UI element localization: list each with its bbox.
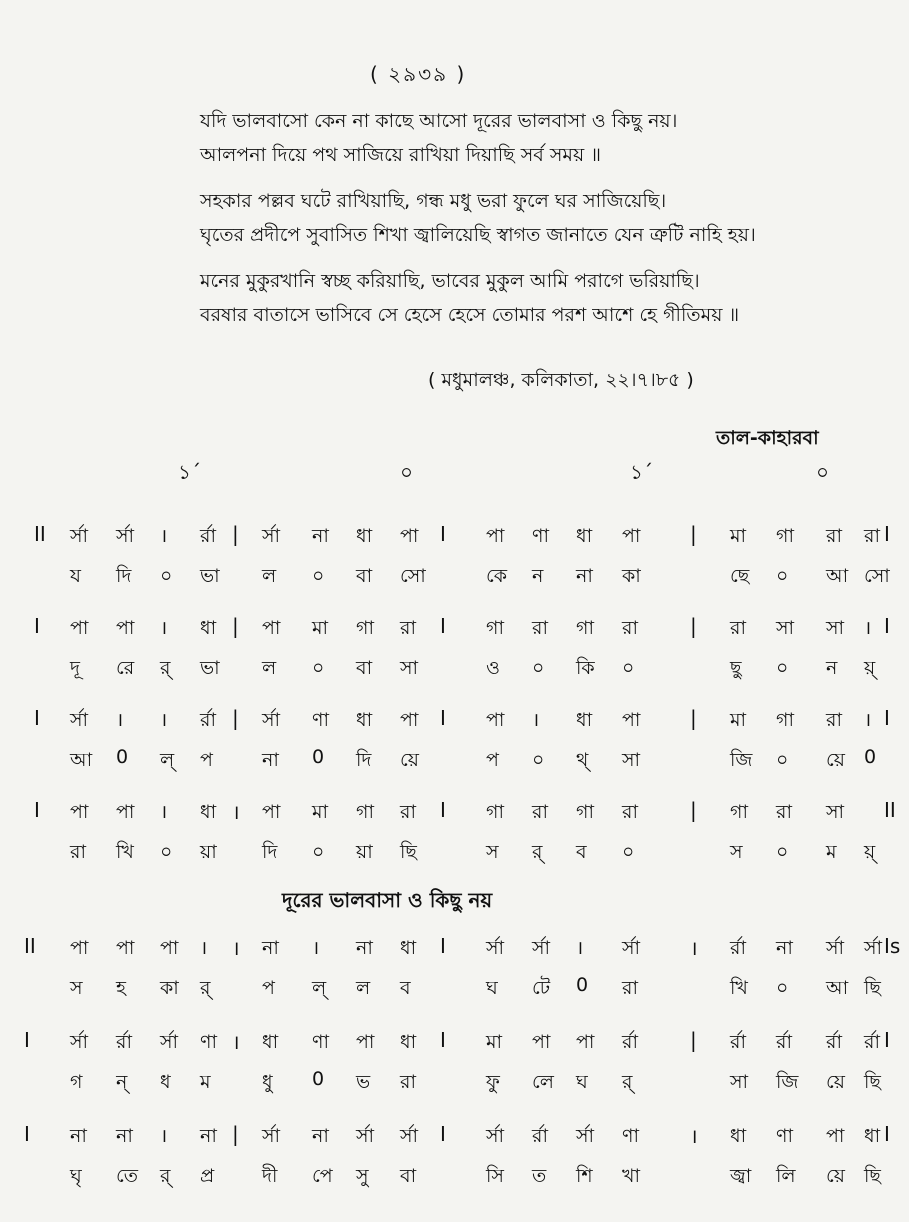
lyric-syllable: সো [864, 565, 890, 587]
swara-note: র্রা [622, 1031, 638, 1053]
swara-note: র্রা [776, 1031, 792, 1053]
swara-note: র্সা [262, 709, 281, 731]
swara-note: । [160, 801, 168, 823]
lyric-syllable: ভা [200, 657, 220, 679]
lyric-syllable: ব [576, 841, 587, 863]
beat-divider: । [690, 936, 698, 960]
lyric-syllable: বা [356, 657, 373, 679]
lyric-syllable: জ্বা [730, 1165, 752, 1187]
swara-note: র্সা [486, 937, 505, 959]
lyric-syllable: ০ [312, 657, 325, 679]
swara-note: পা [400, 525, 419, 547]
swara-note: সা [826, 801, 845, 823]
lyric-syllable: দী [262, 1165, 278, 1187]
lyric-syllable: ল্ [312, 977, 327, 999]
lyric-syllable: ০ [160, 841, 173, 863]
lyric-syllable: 0 [576, 974, 589, 996]
lyric-syllable: সা [730, 1071, 749, 1093]
swara-note: ণা [776, 1125, 793, 1147]
source-citation: ( মধুমালঞ্চ, কলিকাতা, ২২।৭।৮৫ ) [428, 369, 694, 391]
swara-note: গা [356, 617, 374, 639]
lyric-syllable: ০ [776, 657, 789, 679]
swara-note: পা [70, 617, 89, 639]
lyric-syllable: হ [116, 977, 126, 999]
start-barline: II [24, 934, 36, 958]
lyric-syllable: লে [532, 1071, 554, 1093]
lyrics-line: ঘৃতের প্রদীপে সুবাসিত শিখা জ্বালিয়েছি স্বাগত জানাতে যেন ত্রুটি নাহি হয়। [200, 224, 756, 246]
lyric-syllable: ছি [400, 841, 417, 863]
swara-note: র্সা [826, 937, 845, 959]
swara-note: । [532, 709, 540, 731]
lyric-syllable: ল [262, 657, 277, 679]
swara-note: রা [864, 525, 880, 547]
lyric-syllable: র্ [160, 657, 171, 679]
end-barline: II [884, 798, 896, 822]
lyric-syllable: ল [262, 565, 277, 587]
lyric-syllable: দি [356, 749, 372, 771]
swara-note: না [200, 1125, 217, 1147]
swara-note: পা [116, 937, 135, 959]
lyric-syllable: রা [400, 1071, 416, 1093]
end-barline: Is [884, 934, 901, 958]
swara-note: র্রা [116, 1031, 132, 1053]
swara-note: । [160, 1125, 168, 1147]
notation-row [0, 798, 909, 878]
beat-divider: | [232, 522, 239, 546]
lyric-syllable: স [486, 841, 499, 863]
lyric-syllable: ফু [486, 1071, 500, 1093]
end-barline: I [884, 1122, 890, 1146]
swara-note: র্সা [356, 1125, 375, 1147]
swara-note: গা [486, 617, 504, 639]
swara-note: র্সা [486, 1125, 505, 1147]
swara-note: পা [486, 525, 505, 547]
beat-mark: ০ [816, 460, 830, 484]
lyric-syllable: সা [622, 749, 641, 771]
lyric-syllable: রা [70, 841, 86, 863]
beat-divider: I [440, 1122, 446, 1146]
lyric-syllable: ঘ [486, 977, 498, 999]
swara-note: না [116, 1125, 133, 1147]
start-barline: I [34, 614, 40, 638]
swara-note: রা [622, 617, 638, 639]
start-barline: I [24, 1122, 30, 1146]
lyric-syllable: য়া [356, 841, 373, 863]
swara-note: । [576, 937, 584, 959]
lyric-syllable: র্ [200, 977, 211, 999]
lyric-syllable: লি [776, 1165, 796, 1187]
swara-note: । [864, 617, 872, 639]
swara-note: রা [622, 801, 638, 823]
refrain-heading: দূরের ভালবাসা ও কিছু নয় [282, 888, 493, 912]
lyric-syllable: ল্ [160, 749, 175, 771]
lyric-syllable: দূ [70, 657, 80, 679]
swara-note: রা [400, 617, 416, 639]
lyric-syllable: দি [262, 841, 278, 863]
lyric-syllable: কা [160, 977, 179, 999]
lyric-syllable: ০ [776, 841, 789, 863]
swara-note: না [776, 937, 793, 959]
lyrics-stanza [200, 104, 880, 172]
lyric-syllable: ন [532, 565, 544, 587]
swara-note: র্সা [262, 1125, 281, 1147]
lyric-syllable: 0 [312, 746, 325, 768]
lyric-syllable: ঘৃ [70, 1165, 82, 1187]
swara-note: গা [776, 525, 794, 547]
swara-note: । [160, 709, 168, 731]
lyric-syllable: ০ [776, 749, 789, 771]
swara-note: পা [356, 1031, 375, 1053]
end-barline: I [884, 522, 890, 546]
lyric-syllable: গ [70, 1071, 83, 1093]
swara-note: রা [532, 617, 548, 639]
swara-note: না [356, 937, 373, 959]
swara-note: ধা [576, 525, 593, 547]
swara-note: ধা [576, 709, 593, 731]
swara-note: রা [826, 525, 842, 547]
swara-note: পা [486, 709, 505, 731]
beat-mark: ০ [400, 460, 414, 484]
lyric-syllable: প্র [200, 1165, 215, 1187]
lyric-syllable: আ [826, 565, 849, 587]
swara-note: পা [532, 1031, 551, 1053]
lyric-syllable: ম [826, 841, 837, 863]
swara-note: না [70, 1125, 87, 1147]
swara-note: সা [826, 617, 845, 639]
lyric-syllable: র্ [622, 1071, 633, 1093]
lyric-syllable: য়া [200, 841, 217, 863]
lyric-syllable: কি [576, 657, 595, 679]
swara-note: র্রা [826, 1031, 842, 1053]
lyric-syllable: ০ [776, 977, 789, 999]
beat-divider: | [232, 1122, 239, 1146]
lyric-syllable: 0 [312, 1068, 325, 1090]
swara-note: । [864, 709, 872, 731]
swara-note: র্সা [70, 525, 89, 547]
lyric-syllable: ন্ [116, 1071, 128, 1093]
swara-note: পা [622, 525, 641, 547]
beat-divider: I [440, 1028, 446, 1052]
beat-divider: | [690, 614, 697, 638]
lyric-syllable: র্ [532, 841, 543, 863]
swara-note: রা [730, 617, 746, 639]
swara-note: র্রা [730, 1031, 746, 1053]
swara-note: রা [400, 801, 416, 823]
song-number: ( ২৯৩৯ ) [370, 62, 467, 86]
swara-note: গা [486, 801, 504, 823]
swara-note: । [160, 617, 168, 639]
swara-note: র্সা [70, 1031, 89, 1053]
swara-note: ণা [200, 1031, 217, 1053]
lyric-syllable: ম [200, 1071, 211, 1093]
swara-note: । [160, 525, 168, 547]
swara-note: ণা [312, 1031, 329, 1053]
end-barline: I [884, 706, 890, 730]
swara-note: রা [776, 801, 792, 823]
swara-note: ধা [356, 525, 373, 547]
swara-note: মা [312, 617, 329, 639]
lyric-syllable: রে [116, 657, 135, 679]
swara-note: পা [576, 1031, 595, 1053]
lyric-syllable: শি [576, 1165, 593, 1187]
swara-note: র্সা [160, 1031, 179, 1053]
beat-divider: | [690, 1028, 697, 1052]
swara-note: ধা [864, 1125, 881, 1147]
swara-note: । [200, 937, 208, 959]
lyric-syllable: তে [116, 1165, 138, 1187]
lyric-syllable: য়ে [826, 749, 845, 771]
swara-note: মা [730, 709, 747, 731]
lyric-syllable: ল [356, 977, 371, 999]
swara-note: র্সা [532, 937, 551, 959]
lyric-syllable: খি [116, 841, 134, 863]
swara-note: ণা [532, 525, 549, 547]
swara-note: মা [486, 1031, 503, 1053]
swara-note: পা [826, 1125, 845, 1147]
lyric-syllable: ভা [200, 565, 220, 587]
lyrics-line: সহকার পল্লব ঘটে রাখিয়াছি, গন্ধ মধু ভরা ফুলে ঘর সাজিয়েছি। [200, 190, 667, 212]
notation-row [0, 934, 909, 1014]
lyric-syllable: ০ [622, 841, 635, 863]
swara-note: রা [532, 801, 548, 823]
beat-mark: ১´ [178, 460, 201, 484]
lyric-syllable: ছি [864, 1071, 881, 1093]
swara-note: র্রা [730, 937, 746, 959]
swara-note: পা [262, 617, 281, 639]
lyric-syllable: বা [400, 1165, 417, 1187]
swara-note: র্সা [400, 1125, 419, 1147]
notation-row [0, 1028, 909, 1108]
swara-note: গা [576, 617, 594, 639]
lyric-syllable: য়ে [826, 1071, 845, 1093]
start-barline: II [34, 522, 46, 546]
lyric-syllable: য [70, 565, 81, 587]
notation-row [0, 706, 909, 786]
end-barline: I [884, 1028, 890, 1052]
swara-note: না [262, 937, 279, 959]
swara-note: গা [776, 709, 794, 731]
lyric-syllable: ০ [312, 841, 325, 863]
lyric-syllable: বা [356, 565, 373, 587]
swara-note: পা [70, 937, 89, 959]
swara-note: ধা [400, 1031, 417, 1053]
lyric-syllable: ০ [776, 565, 789, 587]
swara-note: র্রা [532, 1125, 548, 1147]
swara-note: ণা [622, 1125, 639, 1147]
beat-mark: ১´ [630, 460, 653, 484]
beat-divider: | [690, 522, 697, 546]
lyric-syllable: ০ [532, 749, 545, 771]
swara-note: রা [826, 709, 842, 731]
swara-note: র্সা [70, 709, 89, 731]
notation-row [0, 522, 909, 602]
lyric-syllable: আ [70, 749, 93, 771]
swara-note: মা [730, 525, 747, 547]
lyric-syllable: খি [730, 977, 748, 999]
beat-divider: I [440, 934, 446, 958]
beat-divider: | [690, 798, 697, 822]
swara-note: র্সা [622, 937, 641, 959]
swara-note: না [312, 525, 329, 547]
lyric-syllable: য়্ [864, 841, 876, 863]
swara-note: গা [730, 801, 748, 823]
start-barline: I [34, 798, 40, 822]
tala-label: তাল-কাহারবা [716, 427, 819, 449]
end-barline: I [884, 614, 890, 638]
lyric-syllable: না [262, 749, 279, 771]
swara-note: । [116, 709, 124, 731]
beat-marks [0, 458, 909, 488]
lyric-syllable: ধু [262, 1071, 273, 1093]
swara-note: পা [400, 709, 419, 731]
lyrics-line: বরষার বাতাসে ভাসিবে সে হেসে হেসে তোমার পরশ আশে হে গীতিময় ॥ [200, 304, 740, 326]
lyrics-stanza [200, 264, 880, 332]
swara-note: পা [70, 801, 89, 823]
lyric-syllable: ছু [730, 657, 742, 679]
lyric-syllable: ত [532, 1165, 547, 1187]
swara-note: পা [262, 801, 281, 823]
swara-note: ধা [262, 1031, 279, 1053]
swara-note: পা [622, 709, 641, 731]
swara-note: ধা [200, 801, 217, 823]
swara-note: ধা [730, 1125, 747, 1147]
lyric-syllable: জি [730, 749, 753, 771]
beat-divider: I [440, 706, 446, 730]
lyric-syllable: ভ [356, 1071, 371, 1093]
start-barline: I [24, 1028, 30, 1052]
swara-note: । [312, 937, 320, 959]
lyric-syllable: য়ে [826, 1165, 845, 1187]
swara-note: মা [312, 801, 329, 823]
swara-note: গা [356, 801, 374, 823]
lyric-syllable: থ্ [576, 749, 589, 771]
lyric-syllable: ছি [864, 977, 881, 999]
lyric-syllable: ঘ [576, 1071, 588, 1093]
lyric-syllable: প [486, 749, 499, 771]
lyric-syllable: জি [776, 1071, 799, 1093]
swara-note: র্রা [864, 1031, 880, 1053]
lyric-syllable: সু [356, 1165, 369, 1187]
swara-note: র্রা [200, 709, 216, 731]
lyric-syllable: পে [312, 1165, 333, 1187]
swara-note: পা [116, 617, 135, 639]
lyric-syllable: সা [400, 657, 419, 679]
lyric-syllable: ০ [312, 565, 325, 587]
lyric-syllable: ও [486, 657, 500, 679]
lyric-syllable: স [70, 977, 83, 999]
swara-note: ধা [200, 617, 217, 639]
swara-note: র্সা [116, 525, 135, 547]
beat-divider: । [690, 1124, 698, 1148]
lyric-syllable: য়ে [400, 749, 419, 771]
beat-divider: । [232, 800, 240, 824]
lyric-syllable: ব [400, 977, 411, 999]
lyric-syllable: টে [532, 977, 551, 999]
swara-note: না [312, 1125, 329, 1147]
lyric-syllable: সো [400, 565, 426, 587]
lyric-syllable: ছি [864, 1165, 881, 1187]
start-barline: I [34, 706, 40, 730]
lyrics-line: মনের মুকুরখানি স্বচ্ছ করিয়াছি, ভাবের মুকুল আমি পরাগে ভরিয়াছি। [200, 270, 700, 292]
lyric-syllable: আ [826, 977, 849, 999]
swara-note: ধা [400, 937, 417, 959]
beat-divider: I [440, 798, 446, 822]
lyric-syllable: প [262, 977, 275, 999]
beat-divider: I [440, 522, 446, 546]
swara-note: পা [160, 937, 179, 959]
lyric-syllable: 0 [864, 746, 877, 768]
lyrics-line: আলপনা দিয়ে পথ সাজিয়ে রাখিয়া দিয়াছি সর্ব সময় ॥ [200, 144, 601, 166]
swara-note: র্সা [864, 937, 883, 959]
beat-divider: | [232, 706, 239, 730]
lyric-syllable: স [730, 841, 743, 863]
beat-divider: | [232, 614, 239, 638]
beat-divider: | [690, 706, 697, 730]
lyric-syllable: সি [486, 1165, 504, 1187]
lyric-syllable: ০ [160, 565, 173, 587]
lyrics-stanza [200, 184, 880, 252]
lyric-syllable: ধ [160, 1071, 171, 1093]
lyric-syllable: প [200, 749, 213, 771]
lyric-syllable: খা [622, 1165, 640, 1187]
notation-row [0, 1122, 909, 1202]
swara-note: গা [576, 801, 594, 823]
lyric-syllable: 0 [116, 746, 129, 768]
lyrics-line: যদি ভালবাসো কেন না কাছে আসো দূরের ভালবাসা ও কিছু নয়। [200, 110, 678, 132]
notation-row [0, 614, 909, 694]
lyric-syllable: ০ [532, 657, 545, 679]
swara-note: র্রা [200, 525, 216, 547]
swara-note: র্সা [262, 525, 281, 547]
swara-note: ধা [356, 709, 373, 731]
swara-note: র্সা [576, 1125, 595, 1147]
lyric-syllable: না [576, 565, 593, 587]
swara-note: পা [116, 801, 135, 823]
lyric-syllable: ন [826, 657, 838, 679]
lyric-syllable: রা [622, 977, 638, 999]
lyric-syllable: র্ [160, 1165, 171, 1187]
lyric-syllable: য়্ [864, 657, 876, 679]
swara-note: সা [776, 617, 795, 639]
lyric-syllable: কা [622, 565, 641, 587]
lyric-syllable: ০ [622, 657, 635, 679]
lyric-syllable: কে [486, 565, 508, 587]
beat-divider: I [440, 614, 446, 638]
beat-divider: । [232, 936, 240, 960]
swara-note: ণা [312, 709, 329, 731]
lyrics-block [200, 104, 880, 344]
lyric-syllable: ছে [730, 565, 750, 587]
lyric-syllable: দি [116, 565, 132, 587]
beat-divider: । [232, 1030, 240, 1054]
